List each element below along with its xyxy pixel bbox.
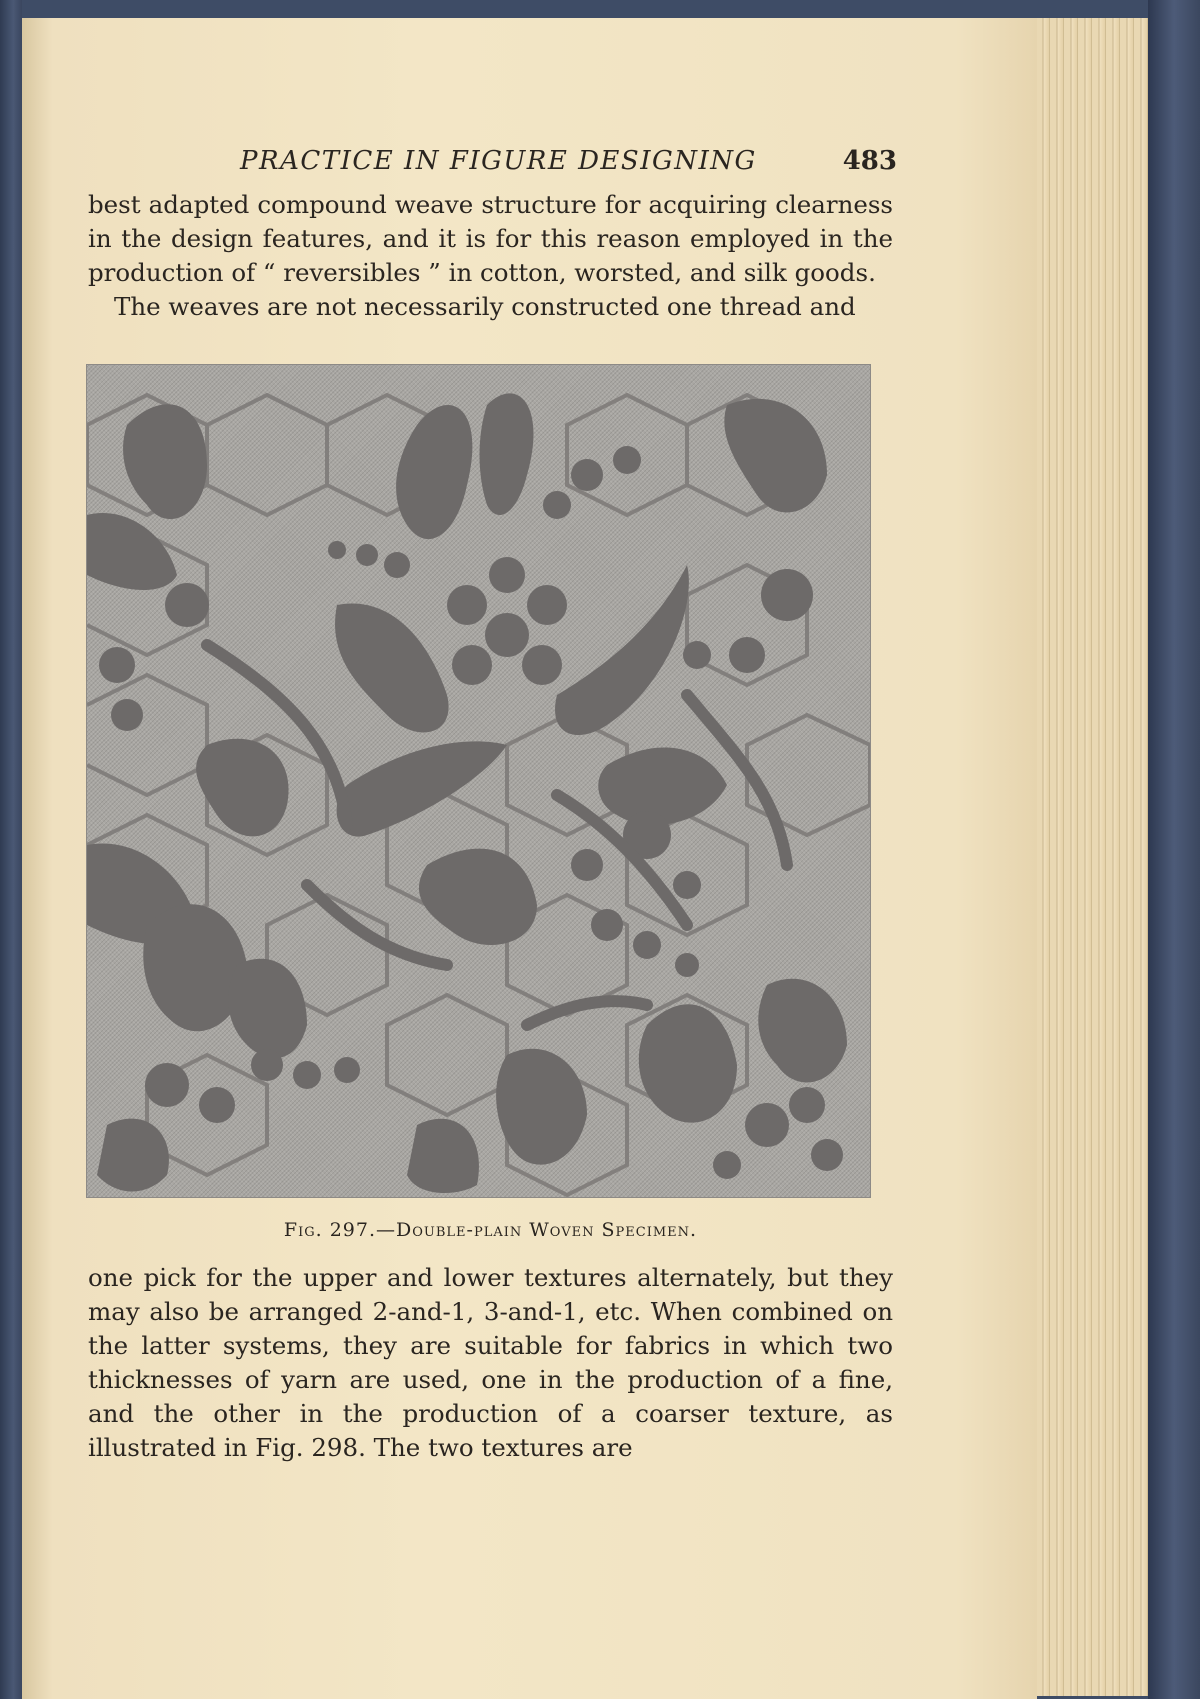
page-number: 483 xyxy=(842,146,897,176)
book-cover-left-edge xyxy=(0,0,22,1699)
woven-specimen-figure xyxy=(86,364,871,1198)
paragraph: The weaves are not necessarily constructed one thread and xyxy=(114,292,856,321)
page-header xyxy=(112,128,897,176)
book-page xyxy=(22,18,1037,1699)
paragraph: one pick for the upper and lower textures alternately, but they may also be arranged 2-and-1, 3-and-1, etc. When combined on the latter systems, they are suitable for fabrics in which two thicknesses of yarn are used, one in the production of a fine, and the other in the production of a coarser texture, as illustrated in Fig. 298. The two textures are xyxy=(88,1263,893,1462)
net-pattern xyxy=(87,395,870,1195)
body-text-top xyxy=(88,188,893,324)
body-text-bottom xyxy=(88,1261,893,1465)
stem-lines xyxy=(207,645,787,1025)
book-cover-right-edge xyxy=(1148,0,1200,1699)
page-block-edges xyxy=(1035,18,1151,1696)
figure-caption: Fig. 297.—Double-plain Woven Specimen. xyxy=(283,1219,698,1241)
floral-motifs xyxy=(87,393,847,1193)
woven-pattern-illustration xyxy=(87,365,870,1197)
running-title: PRACTICE IN FIGURE DESIGNING xyxy=(240,146,757,176)
paragraph: best adapted compound weave structure for acquiring clearness in the design features, and it is for this reason employed in the production of “ reversibles ” in cotton, worsted, and silk goods. xyxy=(88,190,893,287)
